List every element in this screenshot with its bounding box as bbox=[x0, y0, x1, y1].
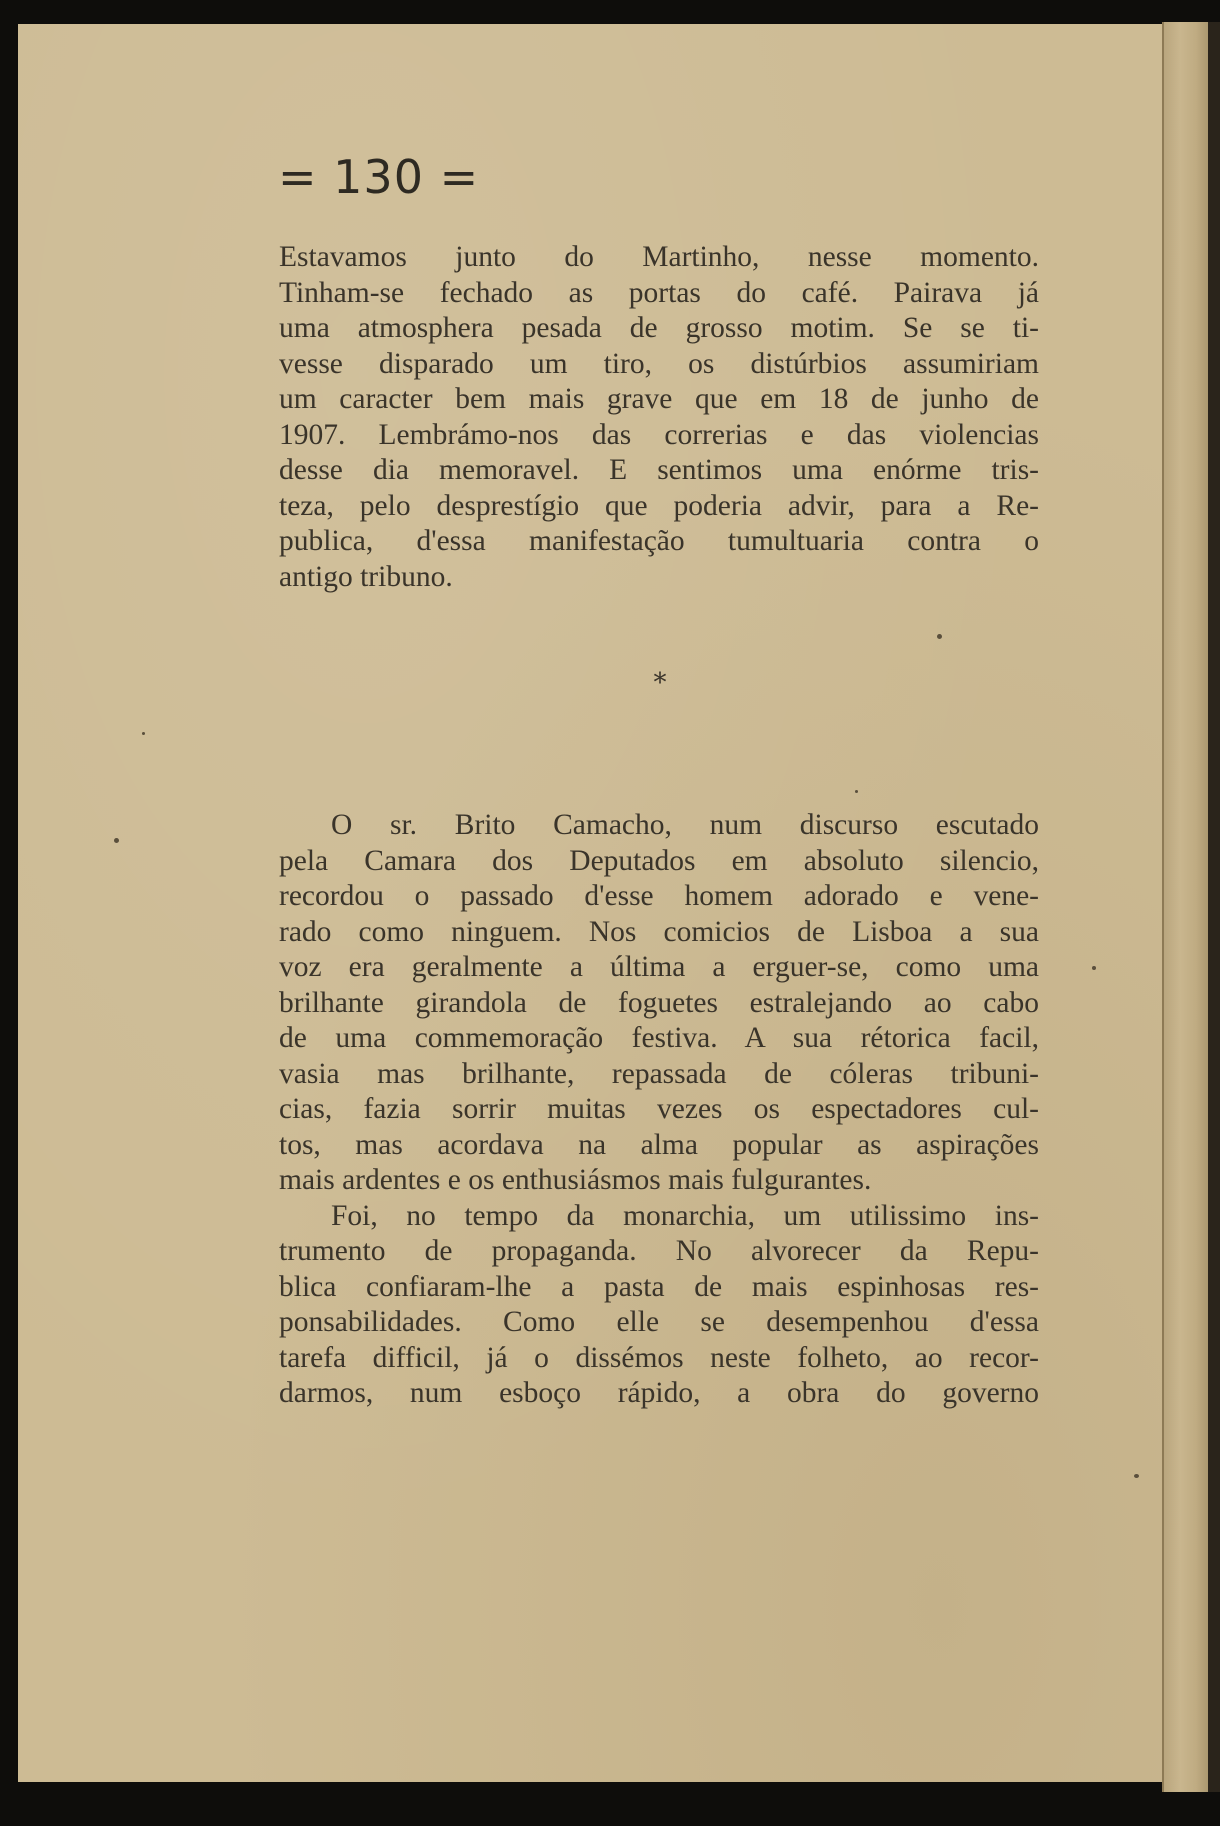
text-line: uma atmosphera pesada de grosso motim. Se se ti- bbox=[279, 312, 1039, 344]
paragraph-2 bbox=[279, 808, 1039, 1412]
text-line: darmos, num esboço rápido, a obra do governo bbox=[279, 1377, 1039, 1409]
paragraph-1 bbox=[279, 240, 1039, 595]
text-line: recordou o passado d'esse homem adorado e vene- bbox=[279, 880, 1039, 912]
paper-speck bbox=[937, 634, 942, 639]
text-line: vasia mas brilhante, repassada de cóleras tribuni- bbox=[279, 1057, 1039, 1090]
text-line: pela Camara dos Deputados em absoluto silencio, bbox=[279, 844, 1039, 877]
text-line: 1907. Lembrámo-nos das correrias e das violencias bbox=[279, 418, 1039, 451]
text-line: trumento de propaganda. No alvorecer da Repu- bbox=[279, 1235, 1039, 1267]
text-line: rado como ninguem. Nos comicios de Lisboa a sua bbox=[279, 915, 1039, 948]
text-line: brilhante girandola de foguetes estralejando ao cabo bbox=[279, 986, 1039, 1019]
section-separator: * bbox=[653, 668, 667, 698]
text-line: antigo tribuno. bbox=[279, 560, 453, 593]
text-line: cias, fazia sorrir muitas vezes os espectadores cul- bbox=[279, 1093, 1039, 1125]
text-line: voz era geralmente a última a erguer-se, como uma bbox=[279, 951, 1039, 983]
text-line: desse dia memoravel. E sentimos uma enórme tris- bbox=[279, 454, 1039, 486]
text-line: Foi, no tempo da monarchia, um utilissimo ins- bbox=[331, 1199, 1039, 1232]
text-line: tarefa difficil, já o dissémos neste folheto, ao recor- bbox=[279, 1341, 1039, 1374]
paper-speck bbox=[114, 838, 119, 843]
text-line: teza, pelo desprestígio que poderia advir, para a Re- bbox=[279, 489, 1039, 522]
text-line: ponsabilidades. Como elle se desempenhou d'essa bbox=[279, 1306, 1039, 1338]
paper-speck bbox=[142, 732, 145, 735]
text-line: mais ardentes e os enthusiásmos mais fulgurantes. bbox=[279, 1164, 872, 1196]
page-number: = 130 = bbox=[278, 150, 480, 204]
paper-speck bbox=[855, 790, 858, 793]
paper-speck bbox=[1092, 966, 1096, 970]
scan-border bbox=[1208, 22, 1220, 1792]
paper-speck bbox=[1134, 1474, 1139, 1478]
next-page-edge bbox=[1162, 22, 1210, 1792]
text-line: blica confiaram-lhe a pasta de mais espinhosas res- bbox=[279, 1270, 1039, 1303]
text-line: Estavamos junto do Martinho, nesse momento. bbox=[279, 241, 1039, 273]
text-line: vesse disparado um tiro, os distúrbios assumiriam bbox=[279, 347, 1039, 380]
text-line: tos, mas acordava na alma popular as aspirações bbox=[279, 1128, 1039, 1161]
text-line: um caracter bem mais grave que em 18 de junho de bbox=[279, 383, 1039, 415]
text-line: Tinham-se fechado as portas do café. Pairava já bbox=[279, 276, 1039, 309]
text-line: de uma commemoração festiva. A sua rétorica facil, bbox=[279, 1022, 1039, 1054]
text-line: publica, d'essa manifestação tumultuaria contra o bbox=[279, 525, 1039, 557]
text-line: O sr. Brito Camacho, num discurso escutado bbox=[331, 809, 1039, 841]
